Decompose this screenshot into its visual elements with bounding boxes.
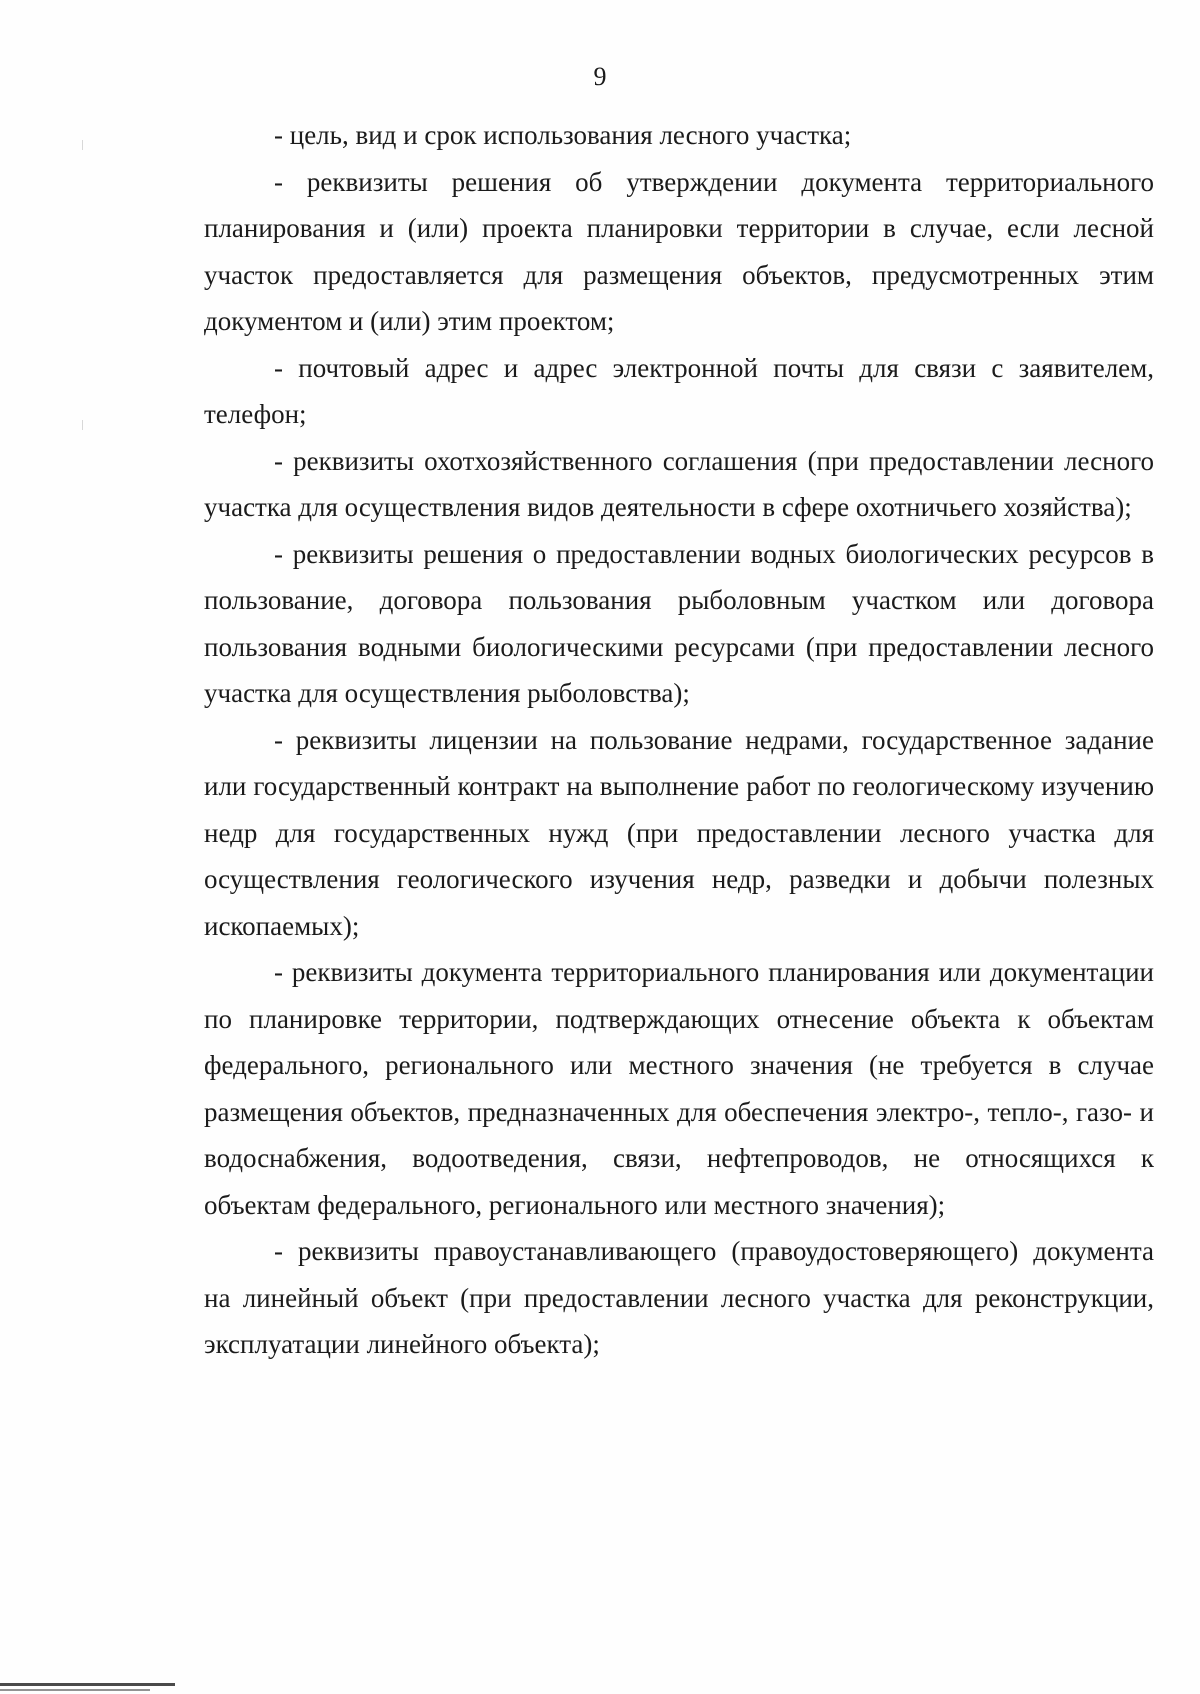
paragraph-fishing-decision: - реквизиты решения о предоставлении водных биологических ресурсов в пользование, договора пользования рыболовным участком или договора пользования водными биологическими ресурсами (при предоставлении лесного участка для осуществления рыболовства); <box>204 538 1154 708</box>
paragraph-planning-decision: - реквизиты решения об утверждении документа территориального планирования и (или) проекта планировки территории в случае, если лесной участок предоставляется для размещения объектов, предусмотренных этим документом и (или) этим проектом; <box>204 166 1154 336</box>
document-body <box>204 112 1154 1368</box>
scan-artifact <box>82 420 83 430</box>
page-number: 9 <box>593 62 607 91</box>
scan-artifact <box>82 140 83 150</box>
paragraph-linear-object-title: - реквизиты правоустанавливающего (правоудостоверяющего) документа на линейный объект (при предоставлении лесного участка для реконструкции, эксплуатации линейного объекта); <box>204 1236 1154 1359</box>
paragraph-hunting-agreement: - реквизиты охотхозяйственного соглашения (при предоставлении лесного участка для осуществления видов деятельности в сфере охотничьего хозяйства); <box>204 445 1154 522</box>
paragraph-subsoil-license: - реквизиты лицензии на пользование недрами, государственное задание или государственный контракт на выполнение работ по геологическому изучению недр для государственных нужд (при предоставлении лесного участка для осуществления геологического изучения недр, разведки и добычи полезных ископаемых); <box>204 724 1154 941</box>
scan-edge-line <box>0 1683 175 1686</box>
paragraph-contact-address: - почтовый адрес и адрес электронной почты для связи с заявителем, телефон; <box>204 352 1154 429</box>
paragraph-territorial-documents: - реквизиты документа территориального планирования или документации по планировке территории, подтверждающих отнесение объекта к объектам федерального, регионального или местного значения (не требуется в случае размещения объектов, предназначенных для обеспечения электро-, тепло-, газо- и водоснабжения, водоотведения, связи, нефтепроводов, не относящихся к объектам федерального, регионального или местного значения); <box>204 957 1154 1220</box>
paragraph-purpose: - цель, вид и срок использования лесного участка; <box>274 120 852 150</box>
scan-edge-line <box>0 1689 150 1691</box>
